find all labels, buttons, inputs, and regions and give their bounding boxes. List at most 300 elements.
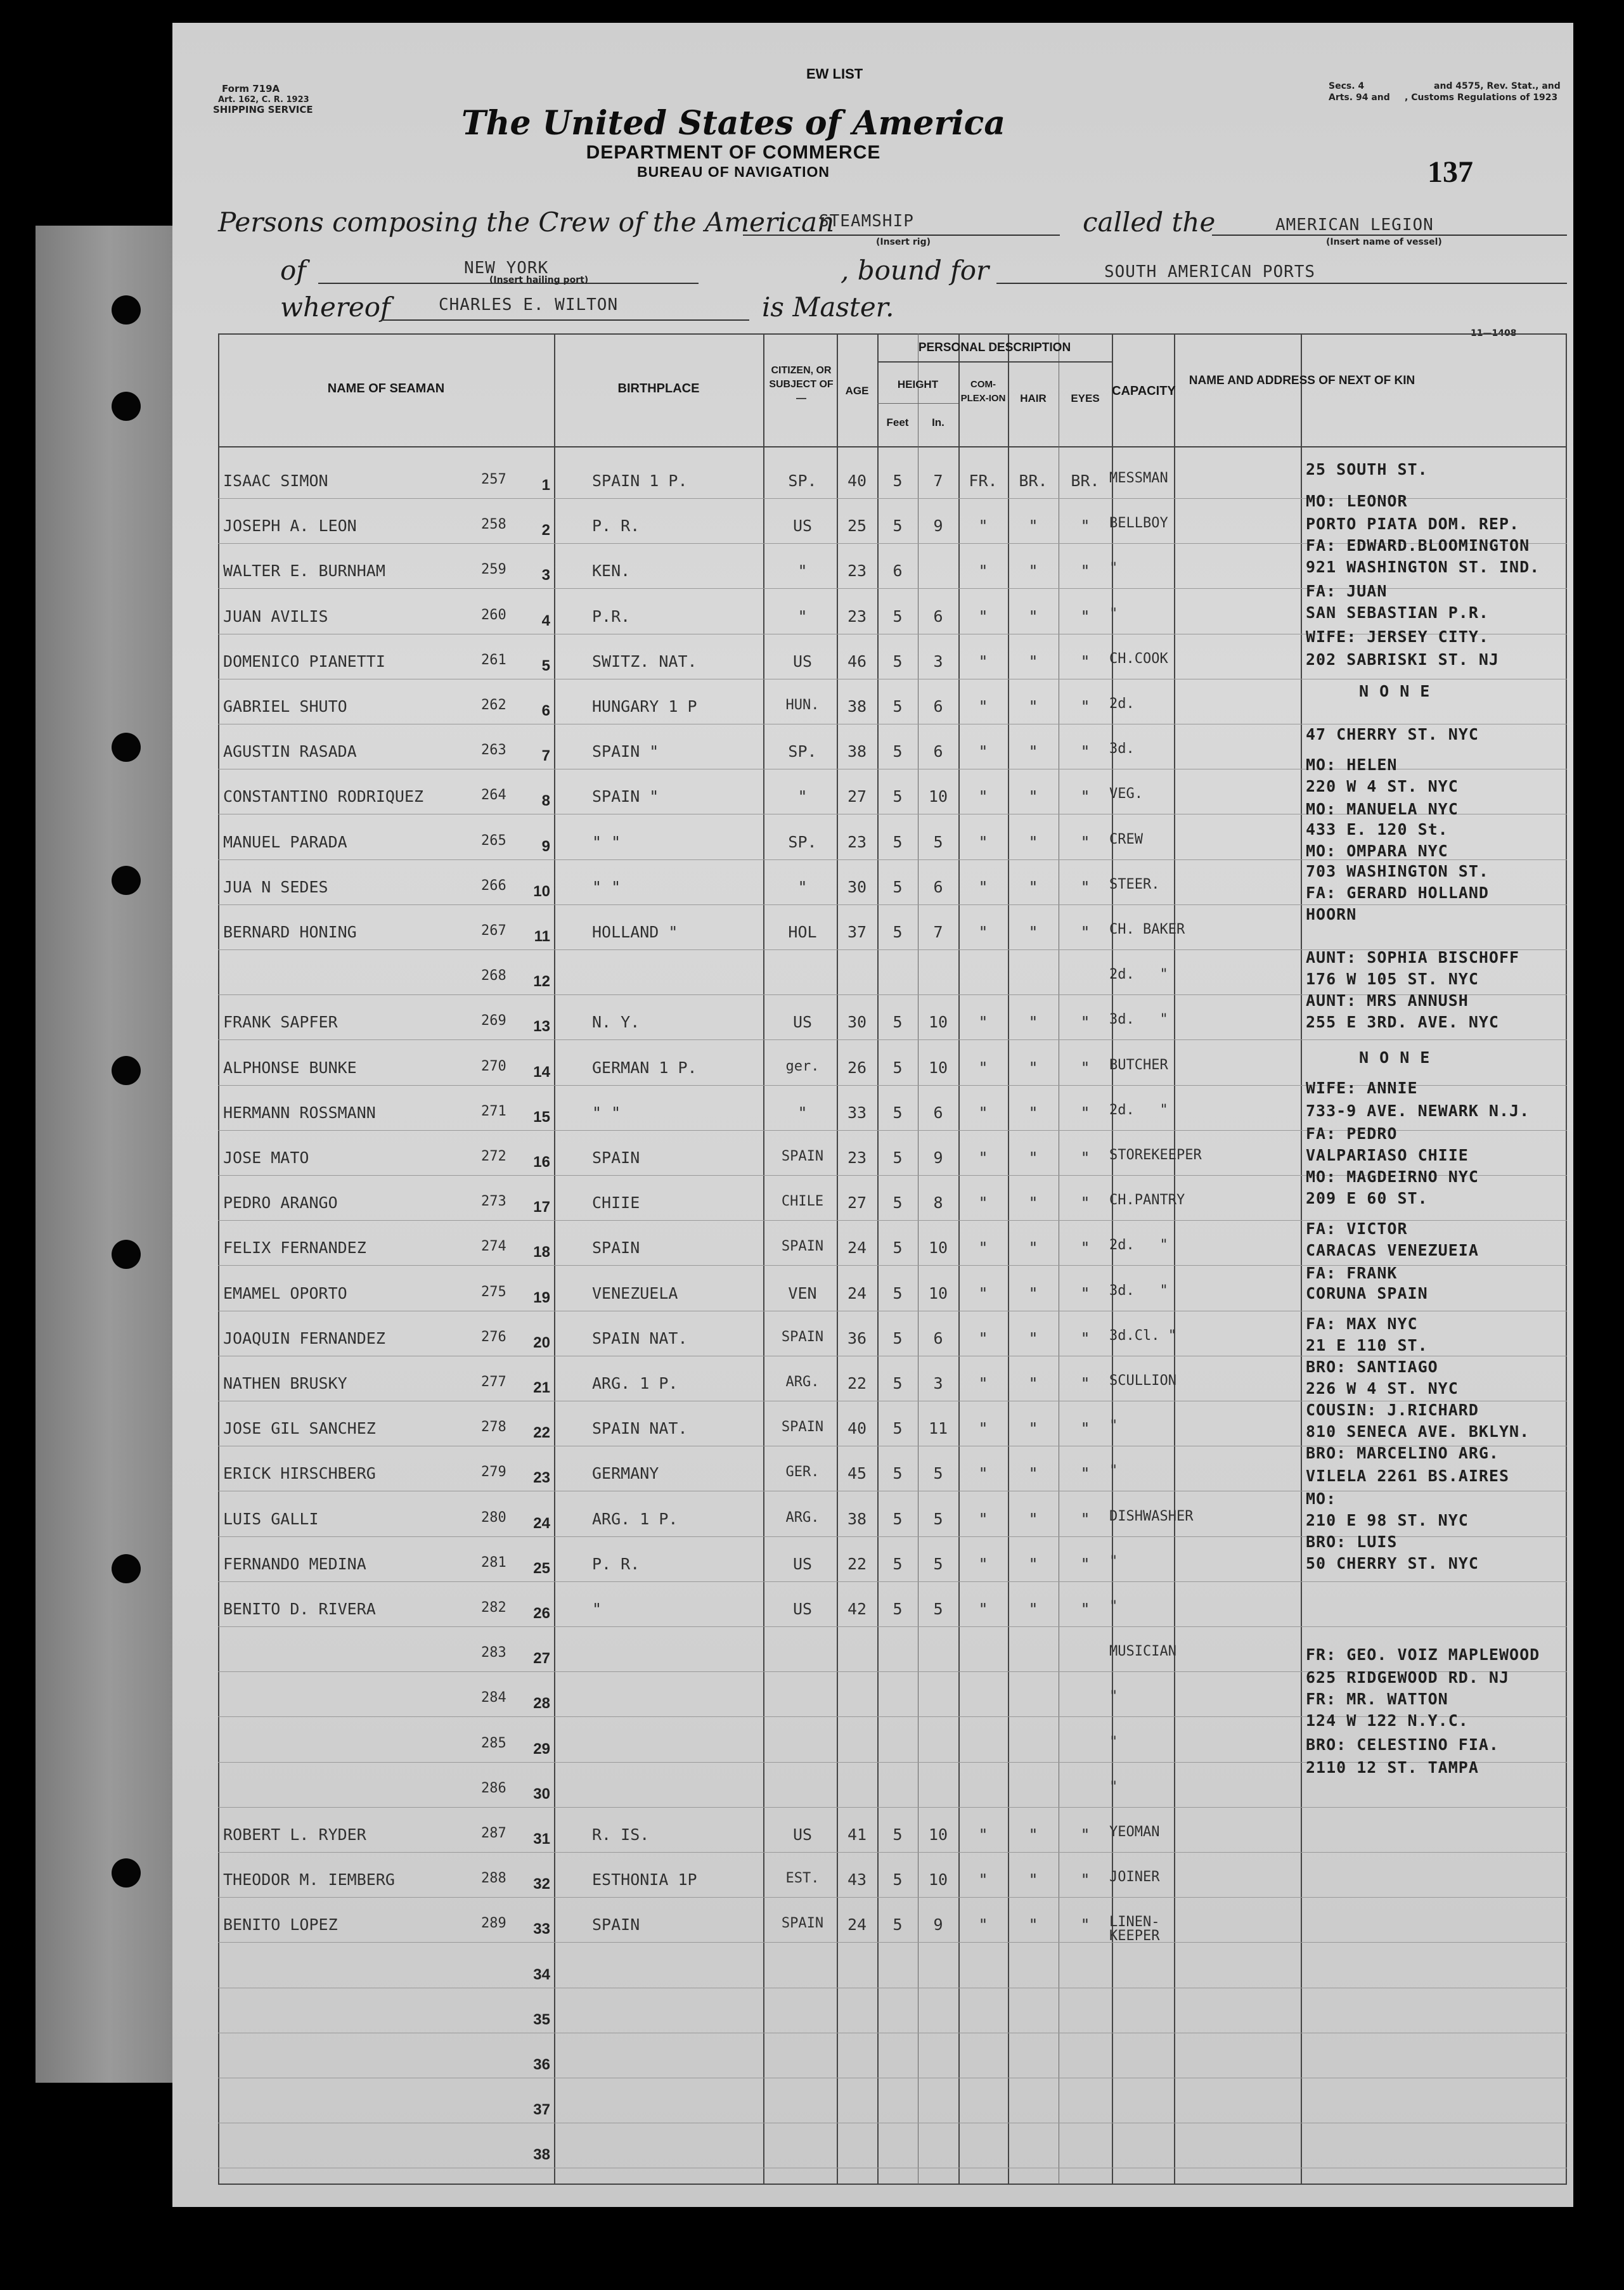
binding-hole	[112, 1554, 141, 1583]
caption-of: of	[280, 255, 306, 286]
seaman-id: 271	[481, 1103, 506, 1119]
header-feet: Feet	[886, 416, 909, 428]
cell-cap: 2d. "	[1109, 1237, 1168, 1254]
row-number: 1	[541, 477, 550, 494]
cell-eyes: "	[1080, 1464, 1090, 1483]
cell-comp: "	[978, 1509, 988, 1528]
cell-cap: "	[1109, 1779, 1118, 1795]
cell-birth: P. R.	[592, 1554, 640, 1573]
cell-age: 42	[847, 1600, 867, 1618]
cell-name: FELIX FERNANDEZ	[223, 1238, 366, 1258]
kin-line: 220 W 4 ST. NYC	[1306, 777, 1459, 795]
cell-in: 6	[933, 1328, 943, 1348]
crew-table	[218, 333, 1567, 2184]
rig-note: (Insert rig)	[876, 237, 931, 247]
cell-age: 33	[847, 1103, 867, 1122]
row-number: 7	[541, 747, 550, 765]
cell-birth: "	[592, 1600, 602, 1618]
cell-cap: "	[1109, 605, 1118, 622]
row-rule	[218, 1897, 1567, 1898]
cell-age: 24	[847, 1915, 867, 1934]
cell-birth: SPAIN	[592, 1238, 640, 1258]
cell-ft: 5	[893, 1870, 903, 1889]
seaman-id: 276	[481, 1328, 506, 1345]
cell-name: JOSEPH A. LEON	[223, 517, 357, 536]
cell-ft: 5	[893, 1058, 903, 1077]
cell-cit: SP.	[788, 742, 817, 761]
cell-birth: GERMANY	[592, 1464, 659, 1483]
kin-line: AUNT: MRS ANNUSH	[1306, 991, 1469, 1010]
cell-comp: "	[978, 1915, 988, 1934]
cell-cap: 3d.Cl. "	[1109, 1327, 1176, 1344]
row-rule	[218, 1942, 1567, 1943]
cell-in: 5	[933, 832, 943, 851]
cell-name: AGUSTIN RASADA	[223, 742, 357, 761]
kin-line: FA: GERARD HOLLAND	[1306, 884, 1489, 902]
cell-eyes: "	[1080, 1238, 1090, 1258]
cell-eyes: "	[1080, 1509, 1090, 1528]
cell-comp: "	[978, 1419, 988, 1438]
row-number: 21	[533, 1379, 550, 1396]
kin-line: 733-9 AVE. NEWARK N.J.	[1306, 1102, 1530, 1120]
cell-cap: MESSMAN	[1109, 470, 1168, 486]
cell-age: 25	[847, 517, 867, 536]
cell-comp: "	[978, 1825, 988, 1844]
seaman-id: 258	[481, 517, 506, 533]
cell-name: JUA N SEDES	[223, 877, 328, 896]
cell-cit: US	[792, 1825, 813, 1844]
cell-cit: US	[792, 1554, 813, 1573]
kin-line: FA: EDWARD.BLOOMINGTON	[1306, 536, 1530, 555]
cell-cap: MUSICIAN	[1109, 1644, 1176, 1660]
cell-cap: CH.COOK	[1109, 650, 1168, 667]
caption-persons: Persons composing the Crew of the American	[218, 207, 835, 238]
cell-birth: SPAIN "	[592, 742, 659, 761]
cell-hair: "	[1028, 1915, 1038, 1934]
cell-cit: ARG.	[785, 1509, 820, 1526]
cell-ft: 5	[893, 742, 903, 761]
cell-ft: 5	[893, 877, 903, 896]
cell-age: 27	[847, 787, 867, 806]
port-note: (Insert hailing port)	[489, 275, 589, 285]
kin-line: FA: VICTOR	[1306, 1219, 1408, 1238]
cell-cit: GER.	[785, 1464, 820, 1481]
cell-ft: 5	[893, 1283, 903, 1303]
cell-birth: ARG. 1 P.	[592, 1374, 678, 1393]
cell-ft: 5	[893, 1600, 903, 1618]
cell-hair: "	[1028, 1419, 1038, 1438]
shipping-service: SHIPPING SERVICE	[213, 104, 313, 115]
kin-line: VALPARIASO CHIIE	[1306, 1146, 1469, 1164]
kin-line: 255 E 3RD. AVE. NYC	[1306, 1013, 1499, 1031]
cell-cit: US	[792, 517, 813, 536]
row-number: 25	[533, 1559, 550, 1577]
binding-hole	[112, 1240, 141, 1269]
cell-eyes: "	[1080, 1148, 1090, 1167]
cell-birth: " "	[592, 832, 621, 851]
binding-hole	[112, 1056, 141, 1085]
cell-cap: LINEN- KEEPER	[1109, 1914, 1160, 1945]
cell-ft: 5	[893, 1554, 903, 1573]
cell-in: 6	[933, 877, 943, 896]
cell-birth: ESTHONIA 1P	[592, 1870, 697, 1889]
cell-age: 46	[847, 652, 867, 671]
cell-comp: "	[978, 562, 988, 581]
cell-comp: "	[978, 1870, 988, 1889]
row-number: 17	[533, 1199, 550, 1216]
cell-eyes: "	[1080, 1328, 1090, 1348]
cell-name: HERMANN ROSSMANN	[223, 1103, 376, 1122]
statute-ref-1: Secs. 4	[1329, 81, 1365, 91]
cell-ft: 6	[893, 562, 903, 581]
cell-age: 36	[847, 1328, 867, 1348]
seaman-id: 260	[481, 607, 506, 623]
row-rule	[218, 1039, 1567, 1040]
cell-cap: 2d.	[1109, 696, 1135, 712]
cell-name: FRANK SAPFER	[223, 1013, 338, 1032]
page-number: 137	[1427, 155, 1473, 189]
seaman-id: 262	[481, 697, 506, 713]
cell-hair: "	[1028, 697, 1038, 716]
cell-age: 22	[847, 1554, 867, 1573]
cell-comp: "	[978, 742, 988, 761]
cell-eyes: "	[1080, 1600, 1090, 1618]
cell-comp: "	[978, 1464, 988, 1483]
row-number: 11	[534, 928, 550, 945]
cell-eyes: "	[1080, 1419, 1090, 1438]
cell-birth: SPAIN	[592, 1915, 640, 1934]
cell-eyes: "	[1080, 1013, 1090, 1032]
seaman-id: 283	[481, 1645, 506, 1661]
cell-cap: "	[1109, 1463, 1118, 1479]
cell-in: 6	[933, 607, 943, 626]
seaman-id: 275	[481, 1283, 506, 1300]
kin-line: HOORN	[1306, 905, 1357, 923]
kin-line: 703 WASHINGTON ST.	[1306, 862, 1489, 880]
cell-age: 22	[847, 1374, 867, 1393]
cell-cit: SPAIN	[781, 1419, 824, 1436]
row-number: 31	[533, 1830, 550, 1848]
row-number: 14	[533, 1063, 550, 1081]
binding-hole	[112, 295, 141, 325]
cell-cap: CREW	[1109, 831, 1143, 847]
cell-cap: YEOMAN	[1109, 1824, 1160, 1840]
cell-ft: 5	[893, 923, 903, 941]
row-number: 20	[533, 1334, 550, 1351]
binding-hole	[112, 866, 141, 895]
cell-hair: "	[1028, 1193, 1038, 1213]
cell-ft: 5	[893, 787, 903, 806]
cell-cit: SPAIN	[781, 1328, 824, 1345]
cell-age: 30	[847, 877, 867, 896]
kin-line: FA: JUAN	[1306, 582, 1388, 600]
row-number: 23	[533, 1469, 550, 1487]
crew-list-sheet	[172, 23, 1573, 2207]
kin-line: BRO: CELESTINO FIA.	[1306, 1735, 1499, 1754]
cell-name: ISAAC SIMON	[223, 472, 328, 490]
seaman-id: 259	[481, 562, 506, 578]
row-number: 13	[533, 1018, 550, 1036]
cell-in: 7	[933, 472, 943, 490]
seaman-id: 282	[481, 1600, 506, 1616]
cell-age: 40	[847, 472, 867, 490]
kin-line: WIFE: JERSEY CITY.	[1306, 627, 1489, 646]
cell-cit: US	[792, 652, 813, 671]
cell-birth: " "	[592, 1103, 621, 1122]
header-citizen: CITIZEN, OR SUBJECT OF—	[769, 365, 834, 404]
cell-in: 11	[928, 1419, 948, 1438]
cell-ft: 5	[893, 697, 903, 716]
form-code: 11—1408	[1471, 328, 1517, 338]
cell-hair: BR.	[1019, 472, 1048, 490]
cell-birth: SWITZ. NAT.	[592, 652, 697, 671]
cell-eyes: "	[1080, 517, 1090, 536]
row-number: 29	[533, 1740, 550, 1758]
cell-ft: 5	[893, 1148, 903, 1167]
cell-birth: HOLLAND "	[592, 923, 678, 941]
cell-hair: "	[1028, 1554, 1038, 1573]
cell-birth: P. R.	[592, 517, 640, 536]
cell-name: FERNANDO MEDINA	[223, 1554, 366, 1573]
cell-cap: BUTCHER	[1109, 1057, 1168, 1073]
row-number: 12	[533, 973, 550, 991]
kin-line: 202 SABRISKI ST. NJ	[1306, 650, 1499, 669]
cell-name: JOSE MATO	[223, 1148, 309, 1167]
cell-comp: "	[978, 1238, 988, 1258]
cell-in: 5	[933, 1464, 943, 1483]
cell-eyes: "	[1080, 1058, 1090, 1077]
cell-in: 5	[933, 1600, 943, 1618]
header-hair: HAIR	[1020, 392, 1047, 404]
row-number: 32	[533, 1875, 550, 1893]
cell-age: 27	[847, 1193, 867, 1213]
cell-age: 38	[847, 1509, 867, 1528]
cell-cit: CHILE	[781, 1193, 824, 1210]
seaman-id: 274	[481, 1238, 506, 1255]
row-number: 33	[533, 1920, 550, 1938]
seaman-id: 265	[481, 832, 506, 849]
kin-line: FR: MR. WATTON	[1306, 1690, 1448, 1708]
kin-line: 210 E 98 ST. NYC	[1306, 1511, 1469, 1529]
row-number: 16	[533, 1154, 550, 1171]
cell-cap: "	[1109, 1734, 1118, 1750]
cell-comp: "	[978, 1103, 988, 1122]
seaman-id: 268	[481, 968, 506, 984]
header-name: NAME OF SEAMAN	[327, 382, 445, 396]
cell-comp: FR.	[969, 472, 998, 490]
cell-name: NATHEN BRUSKY	[223, 1374, 347, 1393]
cell-ft: 5	[893, 1374, 903, 1393]
kin-line: 25 SOUTH ST.	[1306, 460, 1428, 479]
cell-cit: EST.	[785, 1870, 820, 1887]
header-age: AGE	[845, 385, 869, 397]
form-art: Art. 162, C. R. 1923	[218, 95, 309, 105]
cell-in: 5	[933, 1509, 943, 1528]
cell-ft: 5	[893, 1915, 903, 1934]
cell-birth: SPAIN 1 P.	[592, 472, 688, 490]
cell-age: 37	[847, 923, 867, 941]
kin-line: 47 CHERRY ST. NYC	[1306, 725, 1479, 743]
cell-eyes: "	[1080, 1554, 1090, 1573]
kin-line: CARACAS VENEZUEIA	[1306, 1241, 1479, 1259]
destination-value: SOUTH AMERICAN PORTS	[1104, 262, 1316, 281]
row-number: 15	[533, 1108, 550, 1126]
cell-eyes: "	[1080, 832, 1090, 851]
seaman-id: 284	[481, 1690, 506, 1706]
seaman-id: 286	[481, 1780, 506, 1796]
cell-cap: 3d. "	[1109, 1282, 1168, 1299]
cell-ft: 5	[893, 517, 903, 536]
seaman-id: 263	[481, 742, 506, 759]
row-number: 22	[533, 1424, 550, 1442]
cell-in: 3	[933, 1374, 943, 1393]
cell-cap: "	[1109, 1418, 1118, 1434]
cell-comp: "	[978, 1058, 988, 1077]
cell-name: THEODOR M. IEMBERG	[223, 1870, 395, 1889]
cell-cit: ger.	[785, 1058, 820, 1074]
cell-cap: DISHWASHER	[1109, 1508, 1194, 1524]
kin-line: PORTO PIATA DOM. REP.	[1306, 515, 1520, 533]
kin-line: MO:	[1306, 1489, 1337, 1508]
cell-age: 26	[847, 1058, 867, 1077]
kin-line: 50 CHERRY ST. NYC	[1306, 1554, 1479, 1573]
row-number: 5	[541, 657, 550, 674]
cell-comp: "	[978, 923, 988, 941]
cell-cit: SP.	[788, 472, 817, 490]
kin-line: N O N E	[1359, 1048, 1431, 1067]
cell-age: 23	[847, 562, 867, 581]
cell-comp: "	[978, 1013, 988, 1032]
cell-comp: "	[978, 832, 988, 851]
cell-comp: "	[978, 517, 988, 536]
vessel-note: (Insert name of vessel)	[1326, 237, 1442, 247]
binding-hole	[112, 392, 141, 421]
cell-name: LUIS GALLI	[223, 1509, 319, 1528]
cell-name: ALPHONSE BUNKE	[223, 1058, 357, 1077]
cell-ft: 5	[893, 607, 903, 626]
kin-line: MO: MAGDEIRNO NYC	[1306, 1168, 1479, 1186]
kin-line: 2110 12 ST. TAMPA	[1306, 1758, 1479, 1777]
cell-name: JOAQUIN FERNANDEZ	[223, 1328, 385, 1348]
cell-birth: SPAIN "	[592, 787, 659, 806]
cell-cap: VEG.	[1109, 786, 1143, 802]
vessel-value: AMERICAN LEGION	[1275, 215, 1434, 235]
cell-cit: SPAIN	[781, 1915, 824, 1932]
cell-name: JOSE GIL SANCHEZ	[223, 1419, 376, 1438]
cell-in: 6	[933, 742, 943, 761]
cell-in: 9	[933, 517, 943, 536]
cell-hair: "	[1028, 1148, 1038, 1167]
cell-comp: "	[978, 1554, 988, 1573]
cell-birth: R. IS.	[592, 1825, 650, 1844]
cell-cap: JOINER	[1109, 1869, 1160, 1886]
kin-line: N O N E	[1359, 682, 1431, 700]
cell-hair: "	[1028, 1238, 1038, 1258]
kin-line: MO: LEONOR	[1306, 492, 1408, 510]
cell-hair: "	[1028, 1283, 1038, 1303]
cell-name: DOMENICO PIANETTI	[223, 652, 385, 671]
cell-age: 30	[847, 1013, 867, 1032]
cell-cit: SPAIN	[781, 1148, 824, 1164]
cell-comp: "	[978, 1374, 988, 1393]
caption-is-master: is Master.	[762, 292, 894, 323]
cell-age: 24	[847, 1283, 867, 1303]
row-number: 2	[541, 522, 550, 539]
kin-line: CORUNA SPAIN	[1306, 1284, 1428, 1303]
header-kin: NAME AND ADDRESS OF NEXT OF KIN	[1189, 374, 1415, 387]
cell-eyes: "	[1080, 1825, 1090, 1844]
cell-cap: "	[1109, 1553, 1118, 1569]
cell-birth: N. Y.	[592, 1013, 640, 1032]
cell-cit: VEN	[788, 1283, 817, 1303]
cell-hair: "	[1028, 1013, 1038, 1032]
cell-in: 9	[933, 1915, 943, 1934]
seaman-id: 287	[481, 1825, 506, 1841]
cell-age: 24	[847, 1238, 867, 1258]
cell-ft: 5	[893, 1238, 903, 1258]
cell-ft: 5	[893, 472, 903, 490]
cell-hair: "	[1028, 1509, 1038, 1528]
cell-in: 10	[928, 787, 948, 806]
seaman-id: 288	[481, 1870, 506, 1887]
seaman-id: 273	[481, 1193, 506, 1210]
row-number: 38	[533, 2146, 550, 2164]
cell-name: WALTER E. BURNHAM	[223, 562, 385, 581]
cell-ft: 5	[893, 1509, 903, 1528]
cell-eyes: "	[1080, 652, 1090, 671]
cell-comp: "	[978, 652, 988, 671]
cell-cit: "	[797, 1103, 808, 1122]
row-number: 36	[533, 2056, 550, 2073]
cell-eyes: BR.	[1071, 472, 1100, 490]
cell-cit: HOL	[788, 923, 817, 941]
kin-line: FA: FRANK	[1306, 1264, 1398, 1282]
caption-whereof: whereof	[280, 292, 390, 323]
cell-comp: "	[978, 1148, 988, 1167]
cell-comp: "	[978, 787, 988, 806]
cell-ft: 5	[893, 1328, 903, 1348]
cell-hair: "	[1028, 562, 1038, 581]
cell-ft: 5	[893, 1103, 903, 1122]
cell-in: 7	[933, 923, 943, 941]
kin-line: 226 W 4 ST. NYC	[1306, 1379, 1459, 1398]
seaman-id: 270	[481, 1058, 506, 1074]
row-number: 8	[541, 792, 550, 810]
cell-comp: "	[978, 1193, 988, 1213]
cell-in: 10	[928, 1283, 948, 1303]
cell-eyes: "	[1080, 562, 1090, 581]
kin-line: SAN SEBASTIAN P.R.	[1306, 603, 1489, 622]
row-number: 19	[533, 1289, 550, 1306]
caption-bound-for: , bound for	[841, 255, 989, 286]
header-birthplace: BIRTHPLACE	[617, 382, 700, 396]
cell-in: 5	[933, 1554, 943, 1573]
cell-hair: "	[1028, 832, 1038, 851]
cell-comp: "	[978, 877, 988, 896]
cell-comp: "	[978, 607, 988, 626]
cell-hair: "	[1028, 652, 1038, 671]
kin-line: MO: HELEN	[1306, 756, 1398, 774]
cell-age: 43	[847, 1870, 867, 1889]
header-complexion: COM-PLEX-ION	[960, 379, 1006, 404]
row-number: 24	[533, 1514, 550, 1532]
cell-eyes: "	[1080, 607, 1090, 626]
cell-eyes: "	[1080, 787, 1090, 806]
cell-cap: 2d. "	[1109, 967, 1168, 983]
cell-hair: "	[1028, 1825, 1038, 1844]
cell-birth: SPAIN	[592, 1148, 640, 1167]
cell-cap: "	[1109, 1598, 1118, 1614]
